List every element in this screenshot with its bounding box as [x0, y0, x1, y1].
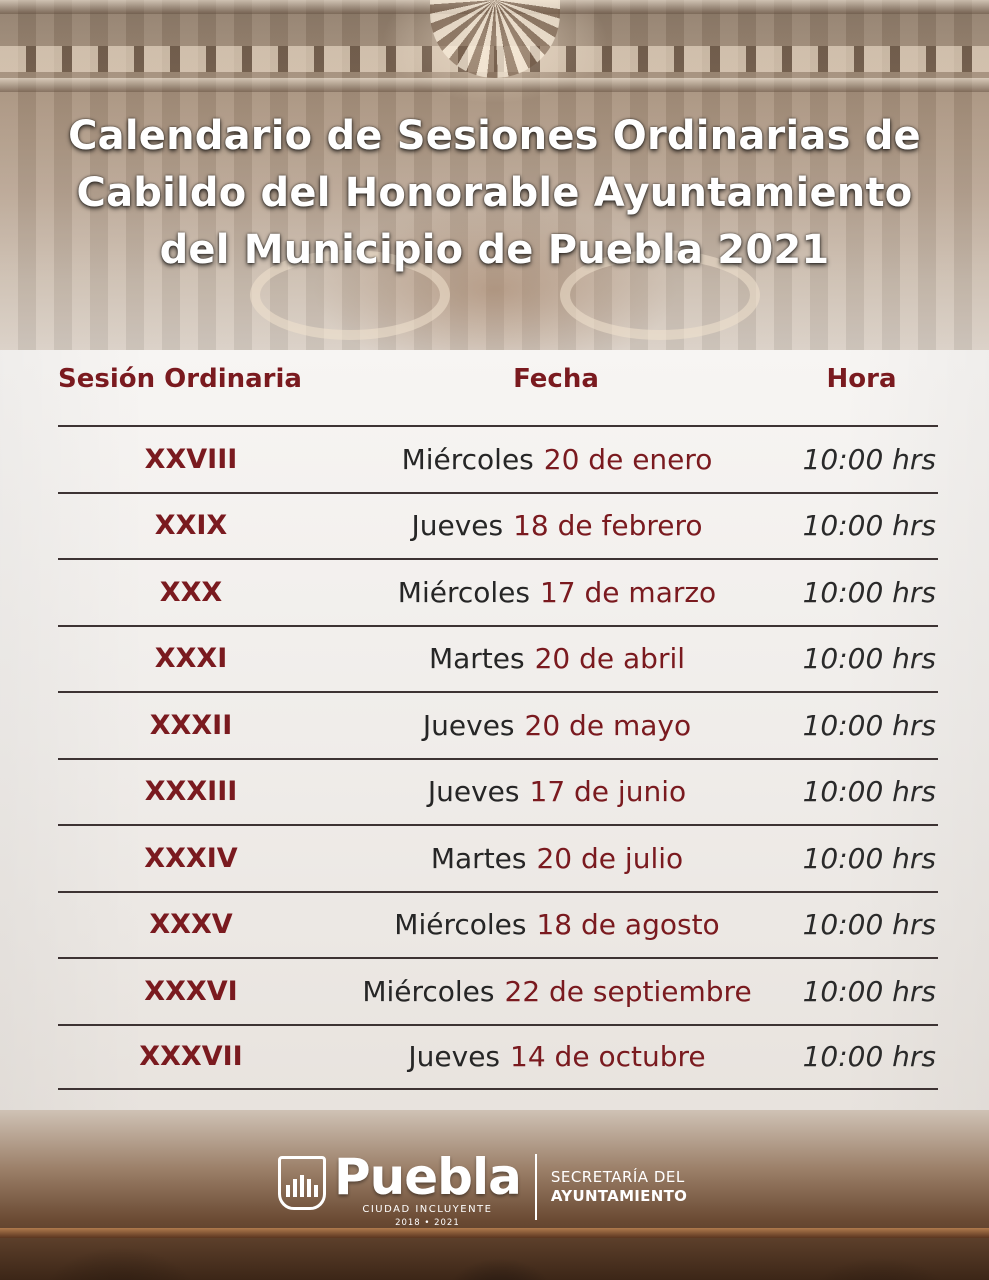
session-date-value: 20 de enero: [543, 442, 713, 476]
table-header: [0, 350, 989, 426]
secretaria-line2: AYUNTAMIENTO: [550, 1187, 688, 1205]
table-row: [58, 625, 938, 692]
cornice-molding-lower: [0, 78, 989, 92]
session-date: [334, 959, 780, 1024]
table-row: [58, 425, 938, 492]
session-date: [334, 427, 780, 492]
session-day: Miércoles: [397, 575, 530, 609]
table-row: [58, 957, 938, 1024]
session-date-value: 22 de septiembre: [504, 974, 752, 1008]
session-time: 10:00 hrs: [802, 509, 936, 543]
session-time: 10:00 hrs: [802, 575, 936, 609]
table-row: [58, 824, 938, 891]
session-day: Miércoles: [362, 974, 495, 1008]
session-number: XXXVII: [139, 1041, 243, 1073]
session-time: 10:00 hrs: [802, 642, 936, 676]
session-day: Miércoles: [401, 442, 534, 476]
footer: [0, 1110, 989, 1280]
session-date: [334, 693, 780, 758]
session-number: XXXII: [149, 709, 233, 741]
session-time: 10:00 hrs: [802, 841, 936, 875]
header-fecha: Fecha: [513, 364, 599, 394]
session-number: XXXIV: [144, 842, 238, 874]
page-title: [0, 108, 989, 279]
session-number: XXVIII: [144, 443, 238, 475]
session-number: XXXV: [149, 909, 233, 941]
session-day: Jueves: [411, 509, 504, 543]
session-date-value: 17 de junio: [529, 775, 687, 809]
table-row: [58, 1024, 938, 1091]
session-day: Jueves: [422, 708, 515, 742]
session-date: [334, 893, 780, 958]
header-background: [0, 0, 989, 350]
session-time: 10:00 hrs: [802, 775, 936, 809]
secretaria-line1: SECRETARÍA DEL: [550, 1168, 685, 1186]
puebla-shield-icon: [278, 1156, 326, 1210]
secretaria: [551, 1168, 687, 1205]
table-row: [58, 558, 938, 625]
session-date: [334, 760, 780, 825]
brand: [334, 1150, 521, 1228]
brand-tagline: CIUDAD INCLUYENTE: [362, 1204, 493, 1215]
title-line: Cabildo del Honorable Ayuntamiento: [76, 170, 913, 216]
session-time: 10:00 hrs: [802, 1040, 936, 1074]
header-hora: Hora: [826, 364, 897, 394]
schedule-panel: [0, 350, 989, 1110]
sessions-table: [58, 425, 938, 1090]
session-number: XXXVI: [144, 975, 238, 1007]
header-sesion: Sesión Ordinaria: [58, 364, 302, 394]
session-day: Jueves: [408, 1040, 501, 1074]
table-row: [58, 691, 938, 758]
brand-years: 2018 • 2021: [395, 1218, 460, 1228]
session-date: [334, 560, 780, 625]
session-date: [334, 1026, 780, 1089]
logo-divider: [535, 1154, 537, 1220]
session-date: [334, 494, 780, 559]
session-date-value: 20 de abril: [534, 642, 686, 676]
session-day: Jueves: [427, 775, 520, 809]
session-date-value: 14 de octubre: [510, 1040, 706, 1074]
session-time: 10:00 hrs: [802, 708, 936, 742]
footer-logo: [278, 1150, 687, 1240]
session-date-value: 20 de mayo: [524, 708, 692, 742]
session-day: Martes: [428, 642, 525, 676]
session-day: Martes: [430, 841, 527, 875]
session-number: XXIX: [154, 510, 228, 542]
table-row: [58, 758, 938, 825]
session-date-value: 17 de marzo: [539, 575, 717, 609]
session-number: XXXIII: [144, 776, 238, 808]
session-date-value: 20 de julio: [536, 841, 684, 875]
session-date-value: 18 de febrero: [513, 509, 703, 543]
table-row: [58, 492, 938, 559]
session-time: 10:00 hrs: [802, 908, 936, 942]
session-date-value: 18 de agosto: [536, 908, 720, 942]
session-number: XXXI: [154, 643, 228, 675]
session-date: [334, 826, 780, 891]
table-row: [58, 891, 938, 958]
brand-name: Puebla: [334, 1148, 521, 1206]
session-time: 10:00 hrs: [802, 442, 936, 476]
title-line: Calendario de Sesiones Ordinarias de: [68, 113, 921, 159]
session-time: 10:00 hrs: [802, 974, 936, 1008]
session-number: XXX: [159, 576, 223, 608]
session-day: Miércoles: [394, 908, 527, 942]
title-line: del Municipio de Puebla 2021: [159, 227, 830, 273]
session-date: [334, 627, 780, 692]
